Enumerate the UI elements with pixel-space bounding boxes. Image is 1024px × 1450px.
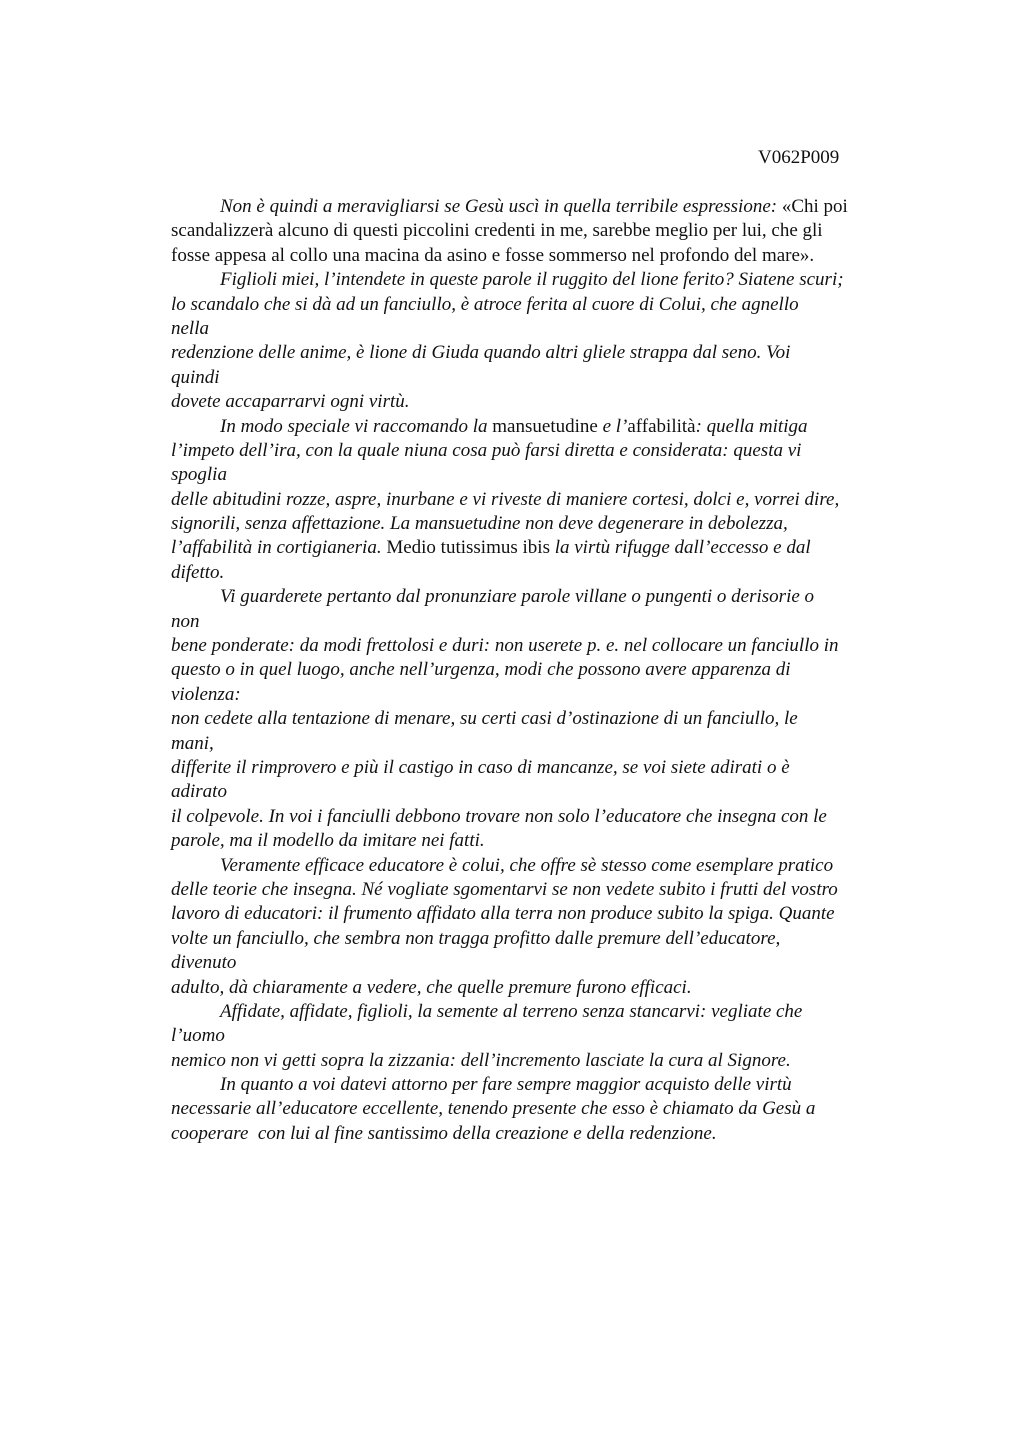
text-line [171,415,911,439]
italic-text-segment: l’impeto dell’ira, con la quale niuna cosa può farsi diretta e considerata: questa vi [171,439,802,461]
roman-text-segment: fosse appesa al collo una macina da asino e fosse sommerso nel profondo del mare». [171,244,815,266]
italic-text-segment: Affidate, affidate, figlioli, la semente al terreno senza stancarvi: vegliate che [220,1000,803,1022]
text-line [171,707,911,731]
italic-text-segment: il colpevole. In voi i fanciulli debbono trovare non solo l’educatore che insegna con le [171,805,827,827]
italic-text-segment: : quella mitiga [695,415,808,437]
text-line [171,732,911,756]
document-body [171,195,911,1146]
italic-text-segment: nemico non vi getti sopra la zizzania: dell’incremento lasciate la cura al Signore. [171,1049,791,1071]
italic-text-segment: parole, ma il modello da imitare nei fatti. [171,830,485,852]
roman-text-segment: affabilità [627,415,696,437]
text-line [171,439,911,463]
italic-text-segment: In quanto a voi datevi attorno per fare sempre maggior acquisto delle virtù [220,1074,792,1096]
text-line [171,366,911,390]
italic-text-segment: non [171,610,200,632]
roman-text-segment: Medio tutissimus ibis [386,537,550,559]
text-line [171,1049,911,1073]
text-line [171,658,911,682]
italic-text-segment: In modo speciale vi raccomando la [220,415,493,437]
roman-text-segment: scandalizzerà alcuno di questi piccolini credenti in me, sarebbe meglio per lui, che gli [171,220,823,242]
text-line [171,1000,911,1024]
text-line [171,244,911,268]
italic-text-segment: Non è quindi a meravigliarsi se Gesù uscì in quella terribile espressione: [220,196,782,217]
text-line [171,951,911,975]
italic-text-segment: divenuto [171,952,237,974]
text-line [171,268,911,292]
italic-text-segment: la virtù rifugge dall’eccesso e dal [549,537,811,559]
text-line [171,293,911,317]
text-line [171,341,911,365]
italic-text-segment: volte un fanciullo, che sembra non tragga profitto dalle premure dell’educatore, [171,927,781,949]
text-line [171,219,911,243]
text-line [171,829,911,853]
italic-text-segment: Veramente efficace educatore è colui, che offre sè stesso come esemplare pratico [220,854,834,876]
italic-text-segment: differite il rimprovero e più il castigo in caso di mancanze, se voi siete adirati o è [171,756,790,778]
page-identifier: V062P009 [758,147,840,168]
text-line [171,1097,911,1121]
italic-text-segment: adulto, dà chiaramente a vedere, che quelle premure furono efficaci. [171,976,692,998]
italic-text-segment: non cedete alla tentazione di menare, su certi casi d’ostinazione di un fanciullo, le [171,708,798,730]
italic-text-segment: mani, [171,732,214,754]
text-line [171,878,911,902]
text-line [171,805,911,829]
italic-text-segment: Figlioli miei, l’intendete in queste parole il ruggito del lione ferito? Siatene scuri; [220,269,844,291]
italic-text-segment: cooperare con lui al fine santissimo della creazione e della redenzione. [171,1122,717,1144]
text-line [171,1073,911,1097]
text-line [171,390,911,414]
text-line [171,610,911,634]
text-line [171,854,911,878]
text-line [171,463,911,487]
text-line [171,585,911,609]
text-line [171,1122,911,1146]
text-line [171,902,911,926]
text-line [171,512,911,536]
text-line [171,536,911,560]
italic-text-segment: bene ponderate: da modi frettolosi e duri: non userete p. e. nel collocare un fanciullo in [171,635,839,657]
italic-text-segment: l’uomo [171,1025,225,1047]
text-line [171,195,911,219]
text-line [171,1024,911,1048]
italic-text-segment: lo scandalo che si dà ad un fanciullo, è atroce ferita al cuore di Colui, che agnello [171,293,799,315]
italic-text-segment: nella [171,317,209,339]
text-line [171,683,911,707]
roman-text-segment: mansuetudine [492,415,598,437]
italic-text-segment: lavoro di educatori: il frumento affidato alla terra non produce subito la spiga. Quante [171,903,835,925]
text-line [171,780,911,804]
italic-text-segment: quindi [171,366,220,388]
italic-text-segment: signorili, senza affettazione. La mansuetudine non deve degenerare in debolezza, [171,513,788,535]
italic-text-segment: adirato [171,781,227,803]
text-line [171,317,911,341]
italic-text-segment: e l’ [597,415,628,437]
italic-text-segment: necessarie all’educatore eccellente, tenendo presente che esso è chiamato da Gesù a [171,1098,816,1120]
italic-text-segment: difetto. [171,561,225,583]
text-line [171,634,911,658]
roman-text-segment: «Chi poi [781,196,848,217]
italic-text-segment: delle teorie che insegna. Né vogliate sgomentarvi se non vedete subito i frutti del vostro [171,878,838,900]
italic-text-segment: questo o in quel luogo, anche nell’urgenza, modi che possono avere apparenza di [171,659,791,681]
italic-text-segment: redenzione delle anime, è lione di Giuda quando altri gliele strappa dal seno. Voi [171,342,791,364]
italic-text-segment: spoglia [171,464,227,486]
text-line [171,927,911,951]
text-line [171,976,911,1000]
italic-text-segment: violenza: [171,683,241,705]
text-line [171,561,911,585]
italic-text-segment: Vi guarderete pertanto dal pronunziare parole villane o pungenti o derisorie o [220,586,815,608]
text-line [171,756,911,780]
text-line [171,488,911,512]
italic-text-segment: dovete accaparrarvi ogni virtù. [171,391,410,413]
italic-text-segment: delle abitudini rozze, aspre, inurbane e vi riveste di maniere cortesi, dolci e, vorrei dire, [171,488,840,510]
italic-text-segment: l’affabilità in cortigianeria. [171,537,387,559]
